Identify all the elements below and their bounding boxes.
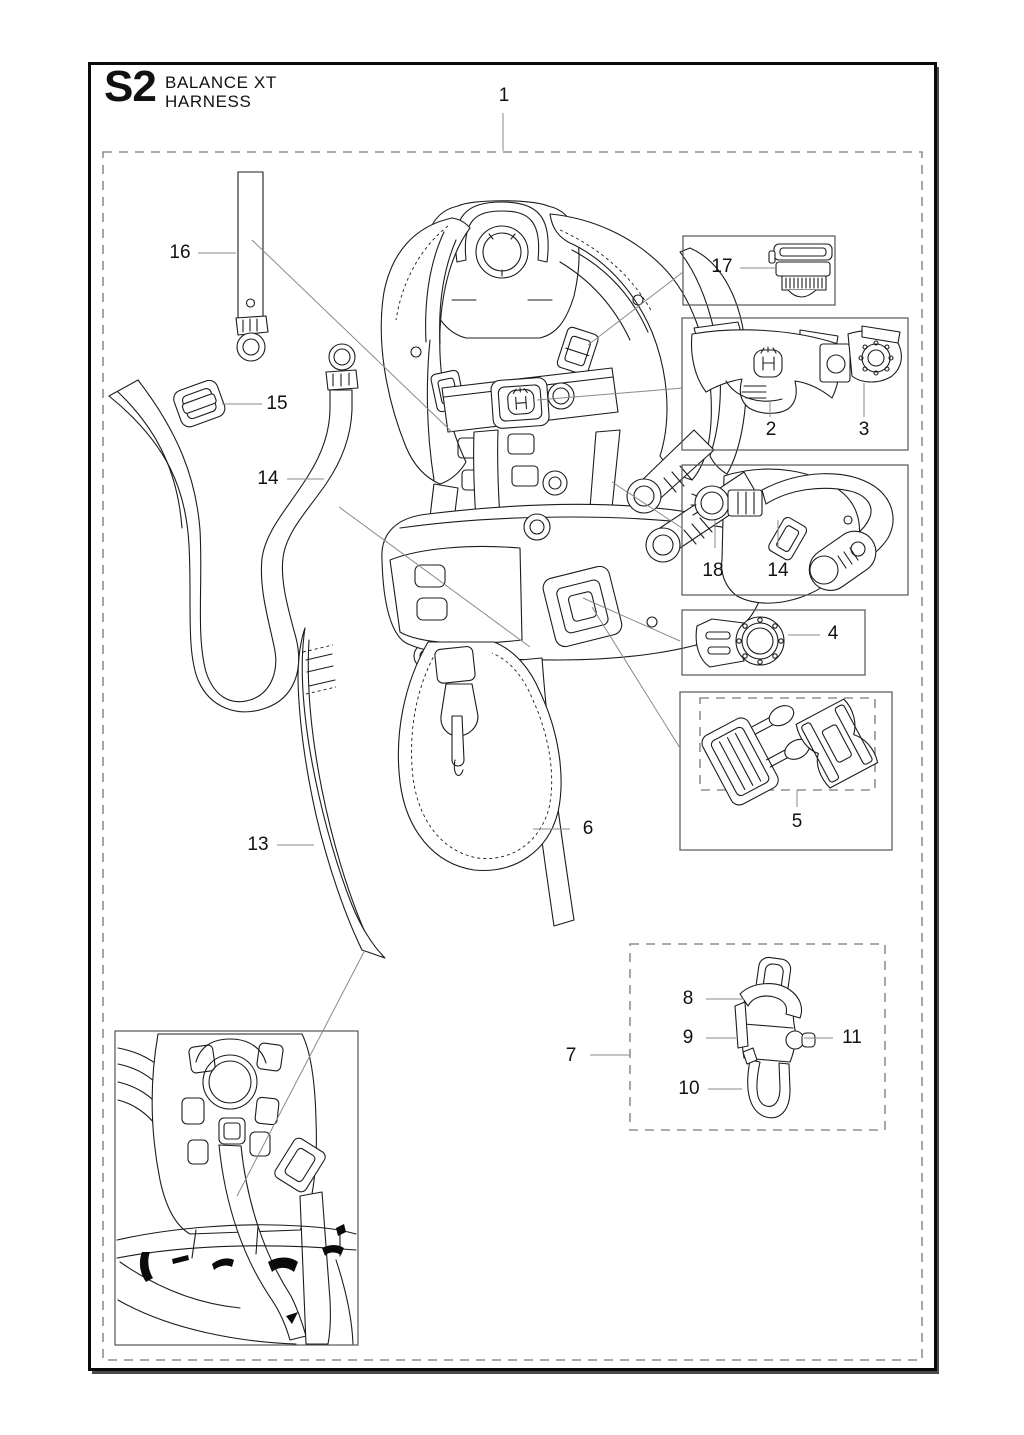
product-name-line2: HARNESS	[165, 92, 252, 111]
callout-label-3: 3	[858, 419, 870, 440]
page-title: S2	[104, 62, 156, 111]
callout-label-6: 6	[582, 818, 594, 839]
callout-label-1: 1	[498, 85, 510, 106]
callout-label-7: 7	[565, 1045, 577, 1066]
callout-label-18: 18	[702, 560, 724, 581]
part-5-buckle-drawing	[699, 694, 879, 808]
part-3-bracket-drawing	[820, 326, 901, 382]
inset-backplate-drawing	[117, 1034, 356, 1344]
callout-label-14-box: 14	[767, 560, 789, 581]
part-15-slider-drawing	[171, 378, 227, 429]
part-4-mount-drawing	[696, 617, 784, 667]
callout-label-14-left: 14	[257, 468, 279, 489]
callout-label-10: 10	[678, 1078, 700, 1099]
product-name-line1: BALANCE XT	[165, 73, 277, 92]
callout-label-11: 11	[842, 1027, 862, 1048]
callout-label-13: 13	[247, 834, 269, 855]
callout-label-4: 4	[827, 623, 839, 644]
part-2-plate-drawing	[692, 322, 840, 413]
callout-label-8: 8	[682, 988, 694, 1009]
callout-label-2: 2	[765, 419, 777, 440]
callout-label-16: 16	[169, 242, 191, 263]
callout-label-17: 17	[711, 256, 733, 277]
part-16-strap-drawing	[236, 172, 268, 361]
callout-label-9: 9	[682, 1027, 694, 1048]
callout-label-5: 5	[791, 811, 803, 832]
part-7-hook-assembly-drawing	[735, 956, 815, 1118]
callout-label-15: 15	[266, 393, 288, 414]
part-13-strap-drawing	[298, 628, 385, 958]
part-17-buckle-drawing	[769, 244, 832, 297]
